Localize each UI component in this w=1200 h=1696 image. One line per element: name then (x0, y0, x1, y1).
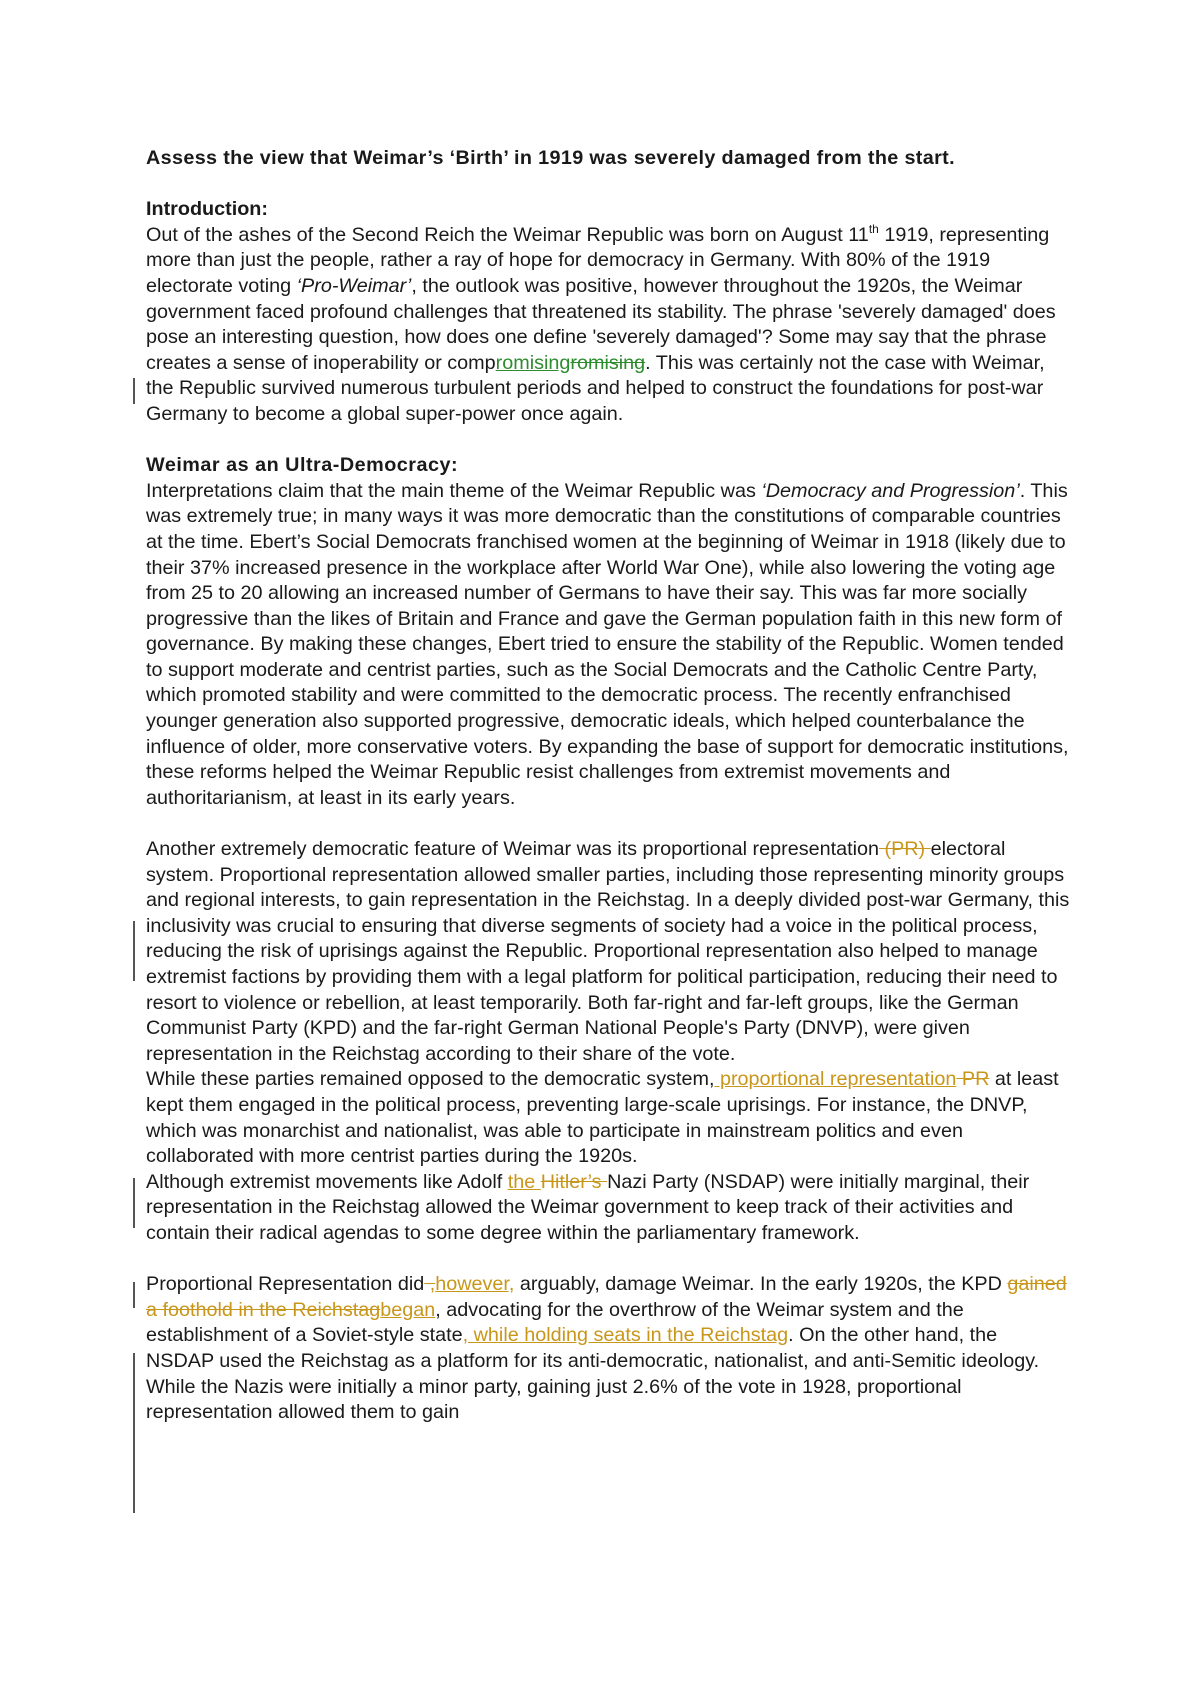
proportional-representation-paragraph-2: While these parties remained opposed to the democratic system, proportional representation PR at least kept them engaged in the political process, preventing large-scale uprisings. For instance, the DNVP, which was monarchist and nationalist, was able to participate in mainstream politics and even collaborated with more centrist parties during the 1920s. (146, 1068, 1059, 1168)
proportional-representation-paragraph-3: Although extremist movements like Adolf the Hitler’s Nazi Party (NSDAP) were initially marginal, their representation in the Reichstag allowed the Weimar government to keep track of their activities and contain their radical agendas to some degree within the parliamentary framework. (146, 1170, 1030, 1244)
change-bar (133, 1282, 135, 1308)
tracked-insertion[interactable]: however, (435, 1273, 515, 1296)
change-bar (133, 378, 135, 404)
change-bar (133, 921, 135, 981)
ultra-democracy-heading: Weimar as an Ultra-Democracy: (146, 454, 459, 477)
tracked-insertion[interactable]: , while holding seats in the Reichstag (462, 1324, 789, 1347)
intro-paragraph: Out of the ashes of the Second Reich the Weimar Republic was born on August 11th 1919, representing more than just the people, rather a ray of hope for democracy in Germany. With 80% of the 1919 electorate voting ‘Pro-Weimar’, the outlook was positive, however throughout the 1920s, the Weimar government faced profound challenges that threatened its stability. The phrase 'severely damaged' does pose an interesting question, how does one define 'severely damaged'? Some may say that the phrase creates a sense of inoperability or compromisingromising. This was certainly not the case with Weimar, the Republic survived numerous turbulent periods and helped to construct the foundations for post-war Germany to become a global super-power once again. (146, 221, 1056, 425)
tracked-deletion[interactable]: PR (956, 1068, 990, 1091)
tracked-deletion[interactable]: (PR) (878, 838, 931, 861)
document-body (146, 146, 1070, 1451)
tracked-deletion[interactable]: gained a foothold in the Reichstag (146, 1273, 1067, 1321)
tracked-insertion[interactable]: the (507, 1170, 541, 1193)
tracked-deletion[interactable]: romising (570, 351, 646, 374)
tracked-deletion[interactable]: , (424, 1273, 436, 1296)
tracked-insertion[interactable]: romising (495, 351, 571, 374)
ultra-democracy-paragraph: Interpretations claim that the main theme of the Weimar Republic was ‘Democracy and Progression’. This was extremely true; in many ways it was more democratic than the constitutions of comparable countries at the time. Ebert’s Social Democrats franchised women at the beginning of Weimar in 1918 (likely due to their 37% increased presence in the workplace after World War One), while also lowering the voting age from 25 to 20 allowing an increased number of Germans to have their say. This was far more socially progressive than the likes of Britain and France and gave the German population faith in this new form of governance. By making these changes, Ebert tried to ensure the stability of the Republic. Women tended to support moderate and centrist parties, such as the Social Democrats and the Catholic Centre Party, which promoted stability and were committed to the democratic process. The recently enfranchised younger generation also supported progressive, democratic ideals, which helped counterbalance the influence of older, more conservative voters. By expanding the base of support for democratic institutions, these reforms helped the Weimar Republic resist challenges from extremist movements and authoritarianism, at least in its early years. (146, 479, 1069, 809)
intro-heading: Introduction: (146, 198, 268, 221)
essay-title: Assess the view that Weimar’s ‘Birth’ in 1919 was severely damaged from the start. (146, 147, 955, 169)
change-bar (133, 1353, 135, 1513)
proportional-representation-paragraph-4: Proportional Representation did ,however, arguably, damage Weimar. In the early 1920s, the KPD gained a foothold in the Reichstagbegan, advocating for the overthrow of the Weimar system and the establishment of a Soviet-style state, while holding seats in the Reichstag. On the other hand, the NSDAP used the Reichstag as a platform for its anti-democratic, nationalist, and anti-Semitic ideology. While the Nazis were initially a minor party, gaining just 2.6% of the vote in 1928, proportional representation allowed them to gain (146, 1273, 1067, 1424)
proportional-representation-paragraph-1: Another extremely democratic feature of Weimar was its proportional representation (PR) electoral system. Proportional representation allowed smaller parties, including those representing minority groups and regional interests, to gain representation in the Reichstag. In a deeply divided post-war Germany, this inclusivity was crucial to ensuring that diverse segments of society had a voice in the political process, reducing the risk of uprisings against the Republic. Proportional representation also helped to manage extremist factions by providing them with a legal platform for political participation, reducing their need to resort to violence or rebellion, at least temporarily. Both far-right and far-left groups, like the German Communist Party (KPD) and the far-right German National People's Party (DNVP), were given representation in the Reichstag according to their share of the vote. (146, 838, 1070, 1065)
tracked-deletion[interactable]: Hitler’s (540, 1170, 608, 1193)
tracked-insertion[interactable]: began (380, 1298, 436, 1321)
ordinal-suffix: th (868, 221, 879, 236)
change-bar (133, 1178, 135, 1228)
tracked-insertion[interactable]: proportional representation (714, 1068, 957, 1091)
